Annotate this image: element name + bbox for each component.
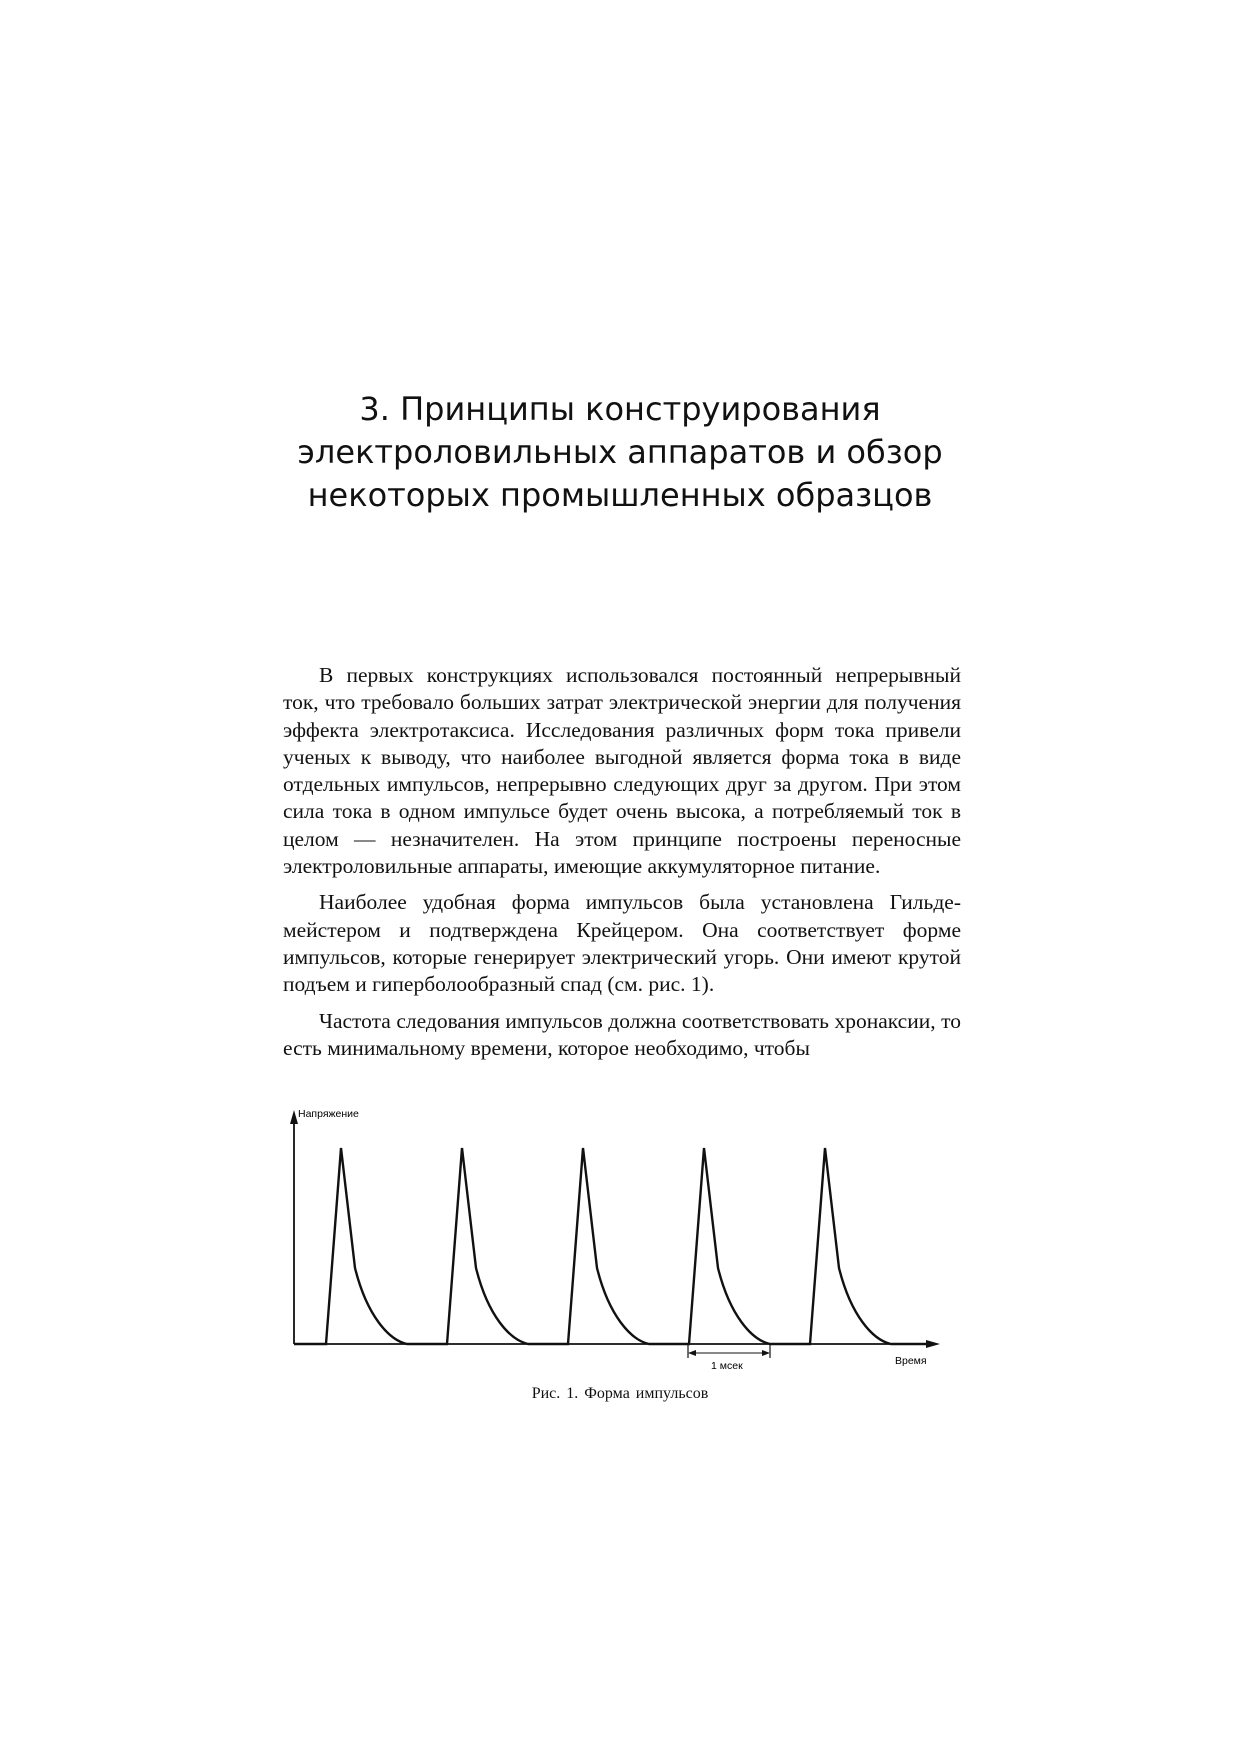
y-axis-arrow <box>290 1110 298 1124</box>
scale-marker-arrow-right <box>762 1350 770 1356</box>
chapter-title-line: 3. Принципы конструирования <box>359 390 881 428</box>
paragraph: Наиболее удобная форма импульсов была установлена Гильдемейстером и подтверждена Крейцером. Она соответствует форме импульсов, которые генерирует электрический угорь. Они имеют крутой подъем и гиперболообразный спад (см. рис. 1). <box>283 890 961 997</box>
chapter-title-line: некоторых промышленных образцов <box>307 476 933 514</box>
scale-marker-arrow-left <box>688 1350 696 1356</box>
scale-marker-label: 1 мсек <box>711 1360 743 1372</box>
paragraph: В первых конструкциях использовался постоянный непрерывный ток, что требовало больших затрат электрической энергии для получения эффекта электротаксиса. Исследования различных форм тока привели ученых к выводу, что наиболее выгодной является форма тока в виде отдельных импульсов, непрерывно следующих друг за другом. При этом сила тока в одном импульсе будет очень высока, а потребляемый ток в целом — незначителен. На этом принципе построены переносные электроловильные аппараты, имеющие аккумуляторное питание. <box>283 663 961 879</box>
x-axis-label: Время <box>895 1355 927 1367</box>
figure-caption: Рис. 1. Форма импульсов <box>531 1385 709 1402</box>
pulse-series <box>294 1148 931 1344</box>
body-text <box>283 662 961 1071</box>
paragraph: Частота следования импульсов должна соответствовать хронаксии, то есть минимальному времени, которое необходимо, чтобы <box>283 1008 961 1060</box>
pulse-waveform-line <box>294 1148 931 1344</box>
chapter-title-line: электроловильных аппаратов и обзор <box>297 433 943 471</box>
chapter-title <box>220 388 1020 517</box>
x-axis-arrow <box>926 1340 940 1348</box>
y-axis-label: Напряжение <box>298 1108 359 1120</box>
